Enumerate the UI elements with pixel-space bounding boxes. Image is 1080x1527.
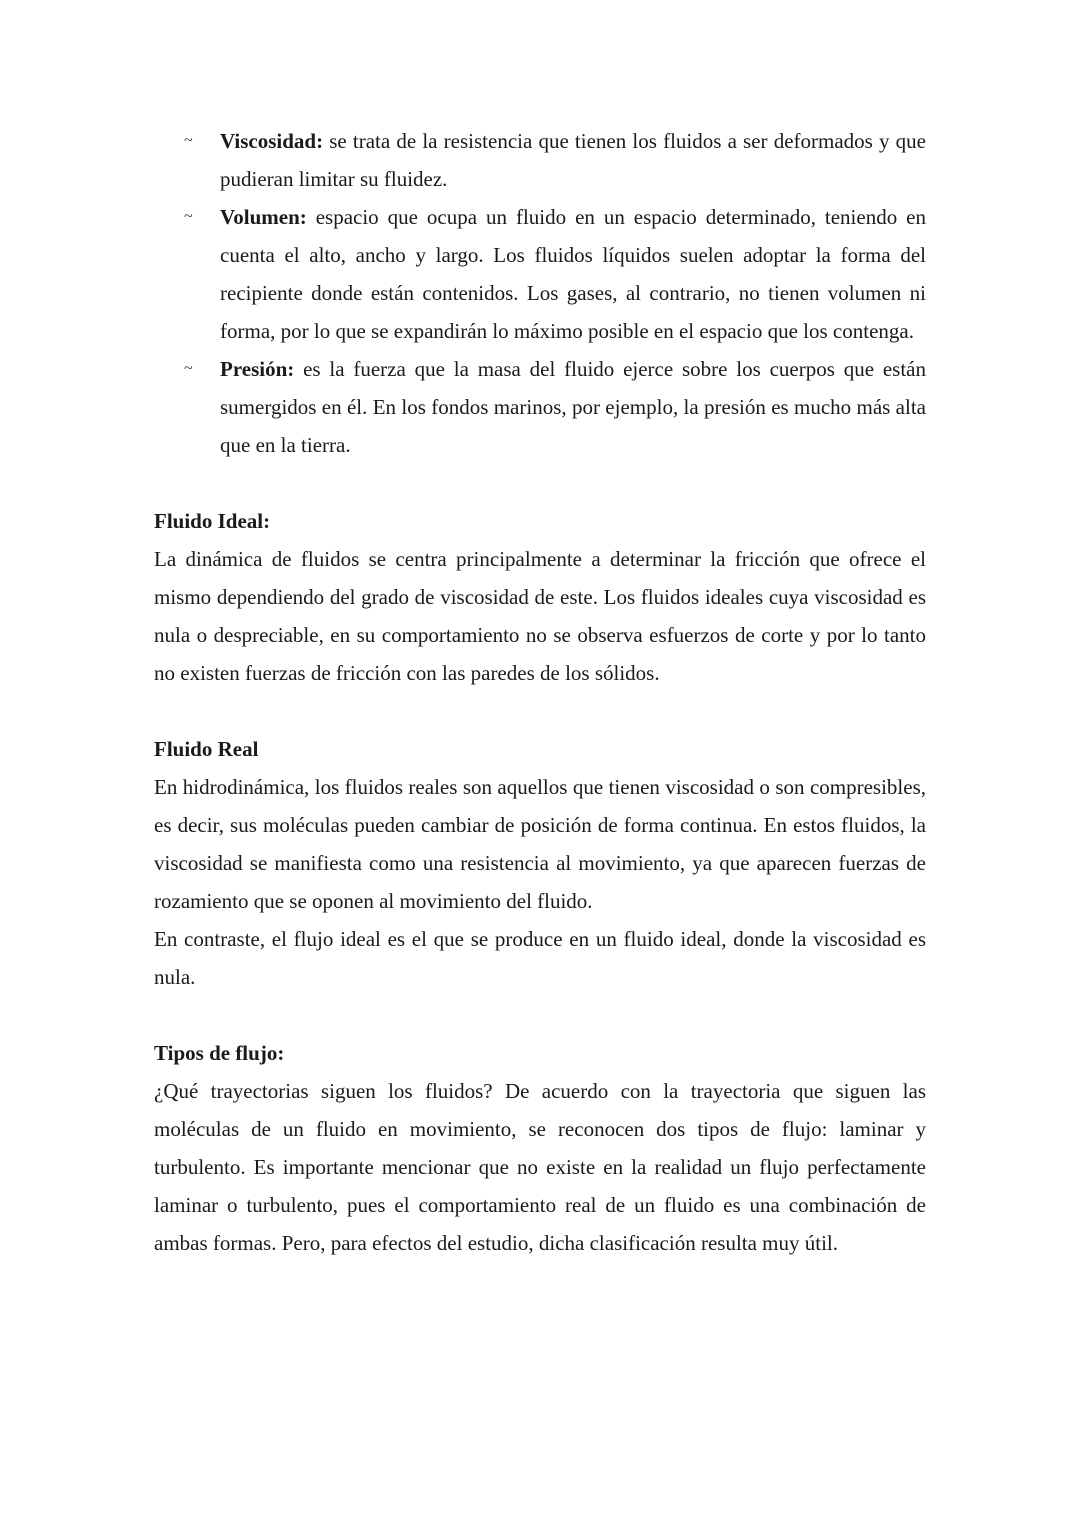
definition-viscosidad: se trata de la resistencia que tienen los fluidos a ser deformados y que pudieran limitar su fluidez. <box>220 129 926 191</box>
list-item-volumen <box>154 198 926 350</box>
property-list <box>154 122 926 464</box>
tilde-bullet-icon: ~ <box>184 132 193 149</box>
tilde-bullet-icon: ~ <box>184 360 193 377</box>
section-heading: Fluido Real <box>154 737 259 761</box>
section-heading: Tipos de flujo: <box>154 1041 285 1065</box>
section-paragraph: En hidrodinámica, los fluidos reales son aquellos que tienen viscosidad o son compresibles, es decir, sus moléculas pueden cambiar de posición de forma continua. En estos fluidos, la viscosidad se manifiesta como una resistencia al movimiento, ya que aparecen fuerzas de rozamiento que se oponen al movimiento del fluido. <box>154 775 926 913</box>
definition-presion: es la fuerza que la masa del fluido ejerce sobre los cuerpos que están sumergidos en él. En los fondos marinos, por ejemplo, la presión es mucho más alta que en la tierra. <box>220 357 926 457</box>
list-item-presion <box>154 350 926 464</box>
tilde-bullet-icon: ~ <box>184 208 193 225</box>
term-viscosidad: Viscosidad: <box>220 129 324 153</box>
definition-volumen: espacio que ocupa un fluido en un espacio determinado, teniendo en cuenta el alto, ancho y largo. Los fluidos líquidos suelen adoptar la forma del recipiente donde están contenidos. Los gases, al contrario, no tienen volumen ni forma, por lo que se expandirán lo máximo posible en el espacio que los contenga. <box>220 205 926 343</box>
section-paragraph: En contraste, el flujo ideal es el que se produce en un fluido ideal, donde la viscosidad es nula. <box>154 927 926 989</box>
section-paragraph: ¿Qué trayectorias siguen los fluidos? De acuerdo con la trayectoria que siguen las moléculas de un fluido en movimiento, se reconocen dos tipos de flujo: laminar y turbulento. Es importante mencionar que no existe en la realidad un flujo perfectamente laminar o turbulento, pues el comportamiento real de un fluido es una combinación de ambas formas. Pero, para efectos del estudio, dicha clasificación resulta muy útil. <box>154 1079 926 1255</box>
section-tipos-de-flujo <box>154 1034 926 1262</box>
section-fluido-ideal <box>154 502 926 692</box>
term-volumen: Volumen: <box>220 205 307 229</box>
section-heading: Fluido Ideal: <box>154 509 271 533</box>
list-item-viscosidad <box>154 122 926 198</box>
section-paragraph: La dinámica de fluidos se centra principalmente a determinar la fricción que ofrece el mismo dependiendo del grado de viscosidad de este. Los fluidos ideales cuya viscosidad es nula o despreciable, en su comportamiento no se observa esfuerzos de corte y por lo tanto no existen fuerzas de fricción con las paredes de los sólidos. <box>154 547 926 685</box>
section-fluido-real <box>154 730 926 996</box>
term-presion: Presión: <box>220 357 295 381</box>
document-page <box>154 122 926 1262</box>
